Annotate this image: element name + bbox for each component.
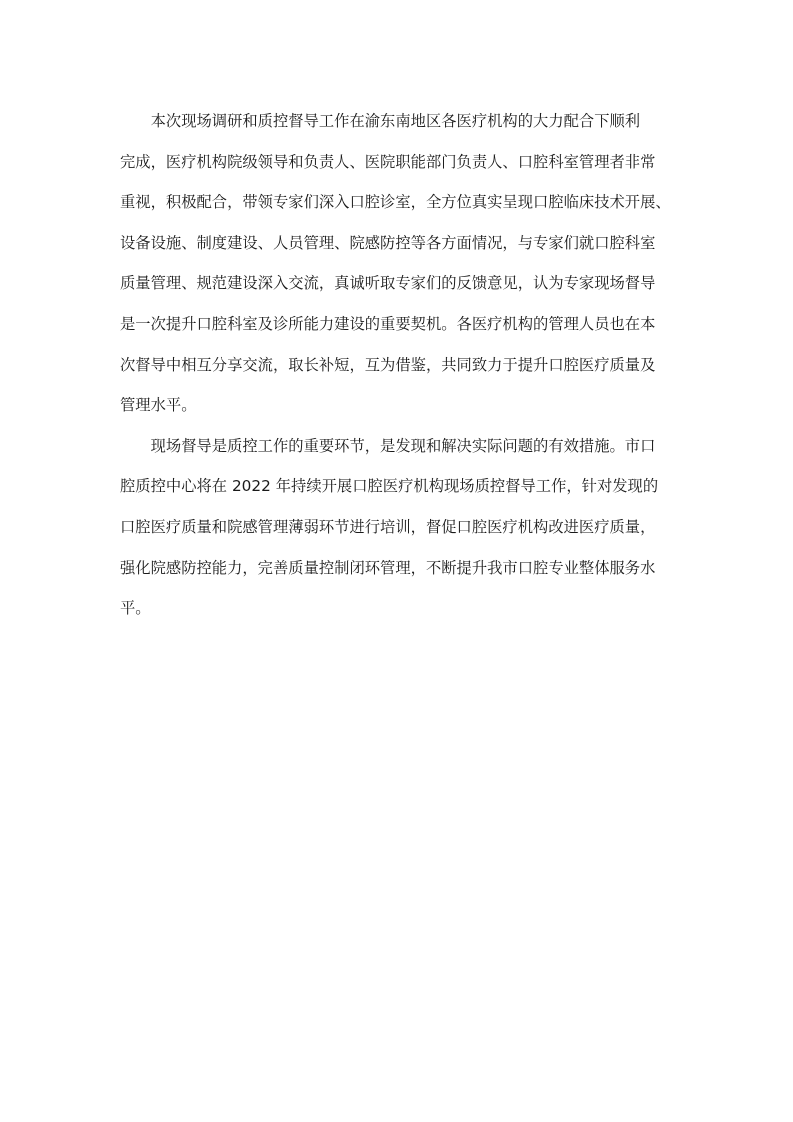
document-body bbox=[120, 101, 678, 629]
paragraph-future-plan: 现场督导是质控工作的重要环节，是发现和解决实际问题的有效措施。市口 腔质控中心将在 2022 年持续开展口腔医疗机构现场质控督导工作，针对发现的 口腔医疗质量和院感管理薄弱环节进行培训，督促口腔医疗机构改进医疗质量， 强化院感防控能力，完善质量控制闭环管理，不断提升我市口腔专业整体服务水 平。 bbox=[120, 436, 659, 618]
paragraph-inspection-summary: 本次现场调研和质控督导工作在渝东南地区各医疗机构的大力配合下顺利 完成，医疗机构院级领导和负责人、医院职能部门负责人、口腔科室管理者非常 重视，积极配合，带领专家们深入口腔诊室，全方位真实呈现口腔临床技术开展、 设备设施、制度建设、人员管理、院感防控等各方面情况，与专家们就口腔科室 质量管理、规范建设深入交流，真诚听取专家们的反馈意见，认为专家现场督导 是一次提升口腔科室及诊所能力建设的重要契机。各医疗机构的管理人员也在本 次督导中相互分享交流，取长补短，互为借鉴，共同致力于提升口腔医疗质量及 管理水平。 bbox=[120, 112, 671, 415]
